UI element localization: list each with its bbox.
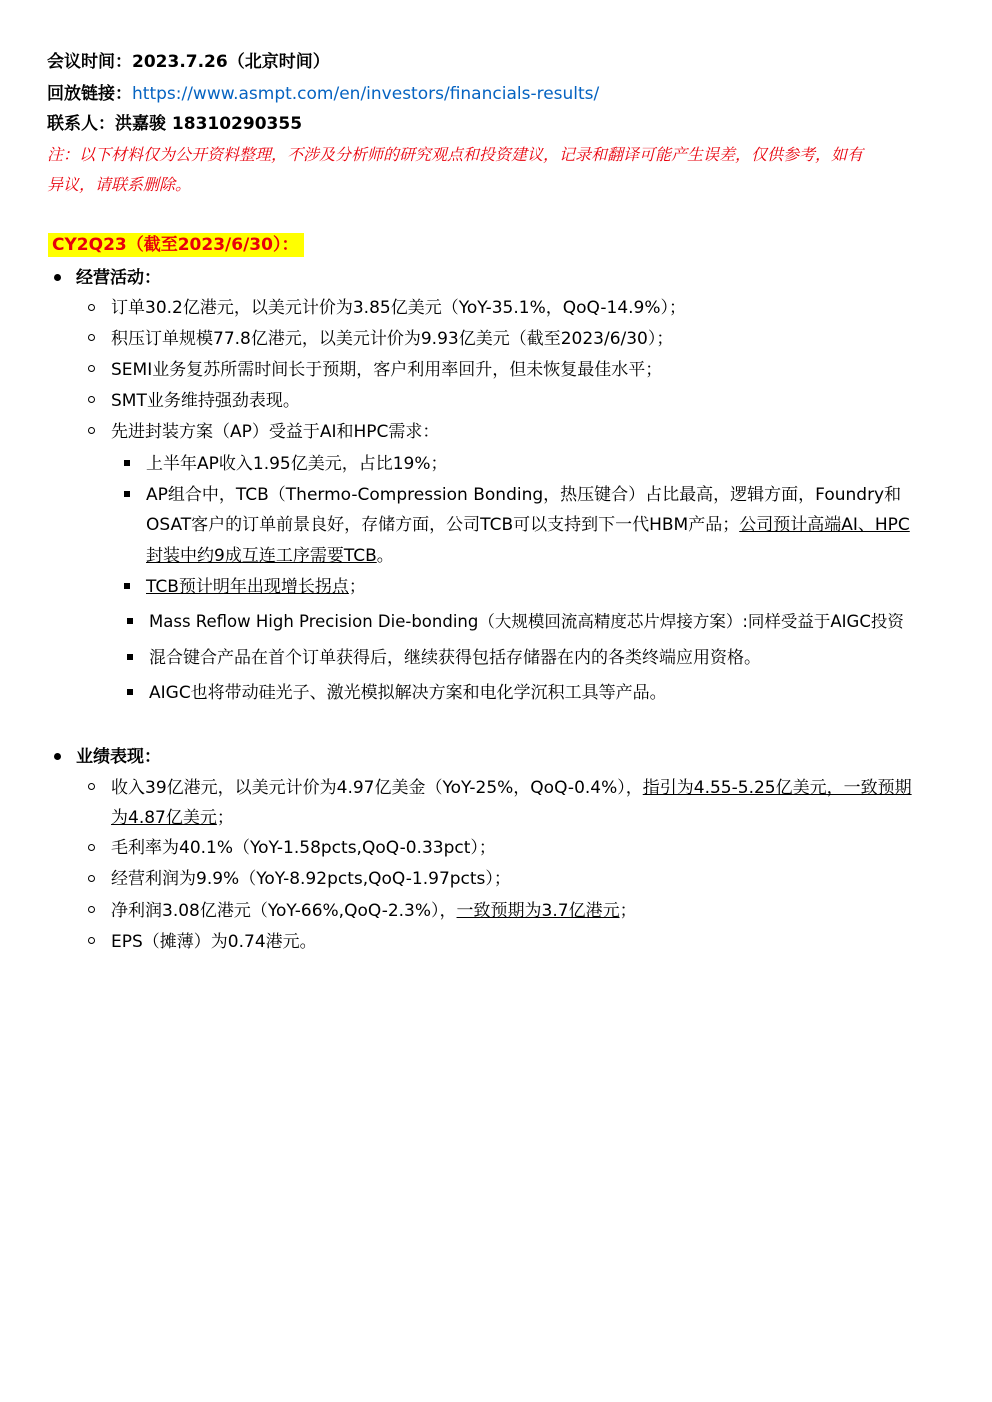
ap-sub-tcb-line-3 — [146, 544, 394, 568]
operations-item-backlog: 积压订单规模77.8亿港元，以美元计价为9.93亿美元（截至2023/6/30）； — [111, 329, 674, 349]
ap-sub-tcb-inflection-end: ； — [348, 577, 366, 597]
circle-bullet-icon — [88, 365, 95, 372]
ap-sub-revenue: 上半年AP收入1.95亿美元，占比19%； — [146, 454, 448, 474]
performance-revenue-end: ； — [216, 808, 234, 828]
circle-bullet-icon — [88, 304, 95, 311]
operations-heading: 经营活动： — [76, 268, 161, 288]
meeting-time-label: 会议时间： — [47, 52, 132, 72]
square-bullet-icon — [127, 654, 133, 660]
performance-net-profit-consensus: 一致预期为3.7亿港元 — [456, 901, 620, 921]
performance-revenue-line-2 — [111, 806, 234, 830]
circle-bullet-icon — [88, 427, 95, 434]
performance-heading: 业绩表现： — [76, 747, 161, 767]
ap-sub-aigc: AIGC也将带动硅光子、激光模拟解决方案和电化学沉积工具等产品。 — [149, 683, 667, 703]
circle-bullet-icon — [88, 783, 95, 790]
performance-revenue-line-1 — [111, 776, 912, 800]
square-bullet-icon — [124, 460, 130, 466]
ap-sub-tcb-line-1: AP组合中，TCB（Thermo-Compression Bonding，热压键合）占比最高，逻辑方面，Foundry和 — [146, 485, 902, 505]
replay-link[interactable]: https://www.asmpt.com/en/investors/financials-results/ — [132, 84, 600, 104]
circle-bullet-icon — [88, 937, 95, 944]
meeting-time-value: 2023.7.26（北京时间） — [132, 52, 330, 72]
ap-sub-tcb-line-2-text: OSAT客户的订单前景良好，存储方面，公司TCB可以支持到下一代HBM产品； — [146, 515, 740, 535]
circle-bullet-icon — [88, 334, 95, 341]
circle-bullet-icon — [88, 875, 95, 882]
circle-bullet-icon — [88, 396, 95, 403]
ap-sub-tcb-line-3-end: 。 — [376, 546, 394, 566]
performance-net-profit — [111, 899, 637, 923]
replay-row — [47, 82, 599, 106]
ap-sub-hybrid-bonding: 混合键合产品在首个订单获得后，继续获得包括存储器在内的各类终端应用资格。 — [149, 648, 761, 668]
performance-operating-profit: 经营利润为9.9%（YoY-8.92pcts,QoQ-1.97pcts）； — [111, 869, 511, 889]
bullet-icon — [54, 753, 61, 760]
replay-label: 回放链接： — [47, 84, 132, 104]
disclaimer-line-1: 注：以下材料仅为公开资料整理，不涉及分析师的研究观点和投资建议，记录和翻译可能产生误差，仅供参考，如有 — [47, 145, 864, 164]
section-title-highlight: CY2Q23（截至2023/6/30）： — [48, 233, 304, 257]
disclaimer-line-2: 异议，请联系删除。 — [47, 175, 192, 194]
square-bullet-icon — [127, 618, 133, 624]
circle-bullet-icon — [88, 844, 95, 851]
ap-sub-tcb-line-2 — [146, 513, 910, 537]
ap-sub-mass-reflow: Mass Reflow High Precision Die-bonding（大规模回流高精度芯片焊接方案）:同样受益于AIGC投资 — [149, 612, 904, 631]
performance-gross-margin: 毛利率为40.1%（YoY-1.58pcts,QoQ-0.33pct）； — [111, 838, 496, 858]
performance-net-profit-end: ； — [619, 901, 637, 921]
square-bullet-icon — [124, 491, 130, 497]
ap-sub-tcb-line-3-underlined: 封装中约9成互连工序需要TCB — [146, 546, 377, 566]
operations-item-ap: 先进封装方案（AP）受益于AI和HPC需求： — [111, 422, 440, 442]
section-title — [48, 233, 304, 257]
meeting-time-row — [47, 50, 330, 74]
ap-sub-tcb-inflection — [146, 575, 366, 599]
circle-bullet-icon — [88, 906, 95, 913]
performance-revenue-consensus: 为4.87亿美元 — [111, 808, 217, 828]
ap-sub-tcb-inflection-underlined: TCB预计明年出现增长拐点 — [146, 577, 349, 597]
ap-sub-tcb-line-2-underlined: 公司预计高端AI、HPC — [739, 515, 910, 535]
performance-revenue-guidance: 指引为4.55-5.25亿美元，一致预期 — [642, 778, 912, 798]
contact-label: 联系人： — [47, 114, 115, 134]
contact-value: 洪嘉骏 18310290355 — [115, 114, 303, 134]
operations-item-semi: SEMI业务复苏所需时间长于预期，客户利用率回升，但未恢复最佳水平； — [111, 360, 663, 380]
performance-net-profit-text: 净利润3.08亿港元（YoY-66%,QoQ-2.3%）， — [111, 901, 457, 921]
performance-revenue-text: 收入39亿港元，以美元计价为4.97亿美金（YoY-25%，QoQ-0.4%）， — [111, 778, 643, 798]
operations-item-orders: 订单30.2亿港元，以美元计价为3.85亿美元（YoY-35.1%，QoQ-14.9%）； — [111, 298, 687, 318]
performance-eps: EPS（摊薄）为0.74港元。 — [111, 932, 317, 952]
operations-item-smt: SMT业务维持强劲表现。 — [111, 391, 300, 411]
bullet-icon — [54, 274, 61, 281]
contact-row — [47, 112, 302, 136]
square-bullet-icon — [124, 583, 130, 589]
square-bullet-icon — [127, 689, 133, 695]
